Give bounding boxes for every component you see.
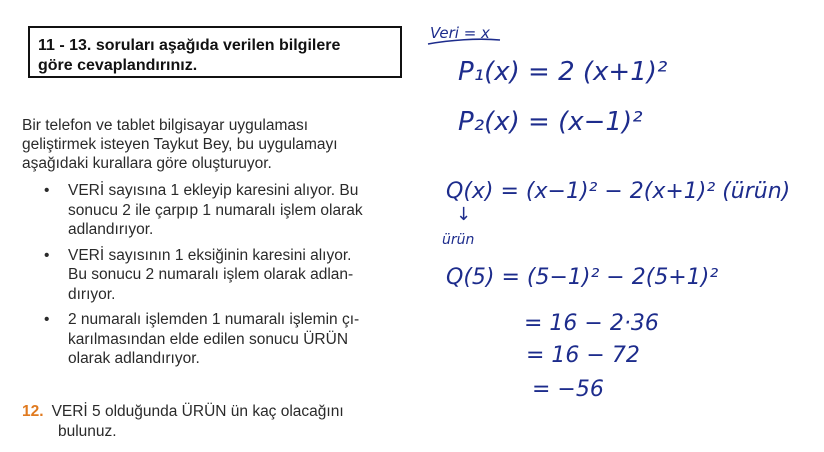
p1-formula: P₁(x) = 2 (x+1)²	[458, 57, 668, 87]
rule-line: karılmasından elde edilen sonucu ÜRÜN	[68, 330, 349, 348]
step-3-answer: = −56	[532, 377, 604, 402]
intro-line: geliştirmek isteyen Taykut Bey, bu uygulamayı	[22, 136, 338, 153]
bullet-dot: •	[44, 182, 50, 199]
step-1: = 16 − 2·36	[524, 311, 659, 336]
intro-paragraph	[22, 116, 432, 173]
instruction-line-1: 11 - 13. soruları aşağıda verilen bilgilere	[38, 37, 341, 54]
intro-line: Bir telefon ve tablet bilgisayar uygulaması	[22, 117, 309, 134]
rule-item-3	[40, 310, 432, 369]
rule-line: olarak adlandırıyor.	[68, 350, 200, 367]
q-formula: Q(x) = (x−1)² − 2(x+1)² (ürün)	[446, 179, 791, 204]
p2-formula: P₂(x) = (x−1)²	[458, 107, 643, 137]
rule-item-1	[40, 181, 432, 240]
rule-line: adlandırıyor.	[68, 221, 154, 238]
down-arrow-icon: ↓	[456, 204, 472, 225]
rules-list	[40, 181, 432, 375]
urun-note: ürün	[442, 232, 475, 248]
rule-line: VERİ sayısına 1 ekleyip karesini alıyor. Bu	[68, 182, 359, 199]
question-12	[22, 402, 432, 442]
question-line-1: VERİ 5 olduğunda ÜRÜN ün kaç olacağını	[51, 403, 344, 420]
rule-line: dırıyor.	[68, 285, 116, 303]
bullet-dot: •	[44, 311, 50, 328]
instruction-box	[28, 26, 402, 78]
q5-formula: Q(5) = (5−1)² − 2(5+1)²	[446, 265, 719, 290]
question-line-2: bulunuz.	[58, 423, 117, 440]
intro-line: aşağıdaki kurallara göre oluşturuyor.	[22, 155, 272, 172]
bullet-dot: •	[44, 246, 50, 264]
rule-line: VERİ sayısının 1 eksiğinin karesini alıyor.	[68, 246, 352, 264]
rule-item-2	[40, 246, 432, 305]
question-number: 12.	[22, 403, 44, 420]
step-2: = 16 − 72	[526, 343, 640, 368]
rule-line: sonucu 2 ile çarpıp 1 numaralı işlem olarak	[68, 201, 363, 219]
rule-line: 2 numaralı işlemden 1 numaralı işlemin çı-	[68, 311, 360, 328]
veri-note: Veri = x	[430, 24, 490, 42]
rule-line: Bu sonucu 2 numaralı işlem olarak adlan-	[68, 266, 354, 283]
instruction-line-2: göre cevaplandırınız.	[38, 57, 198, 74]
